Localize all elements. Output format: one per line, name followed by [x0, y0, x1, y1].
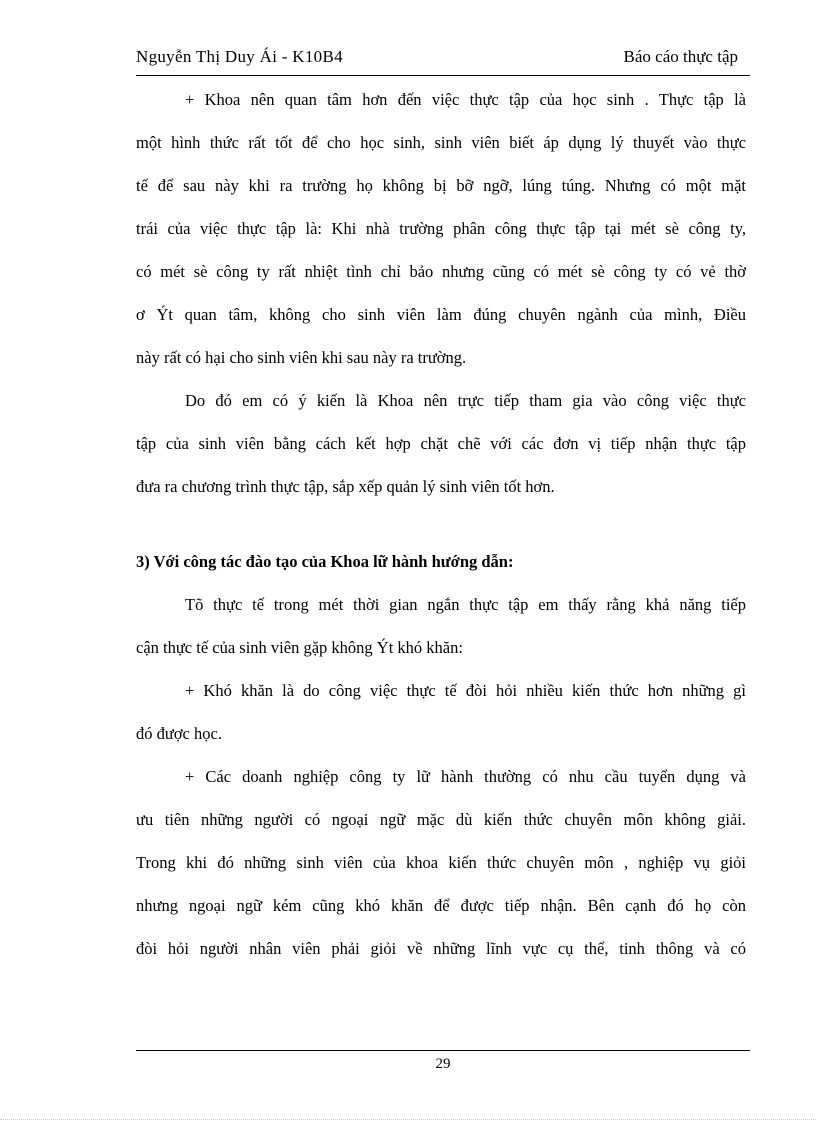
- section-heading: 3) Với công tác đào tạo của Khoa lữ hành hướng dẫn:: [136, 552, 514, 571]
- text-line: một hình thức rất tốt để cho học sinh, sinh viên biết áp dụng lý thuyết vào thực: [136, 133, 746, 152]
- page-number: 29: [435, 1056, 451, 1072]
- paragraph-gap: [136, 515, 746, 547]
- text-line: ơ Ýt quan tâm, không cho sinh viên làm đúng chuyên ngành của mình, Điều: [136, 305, 746, 324]
- text-line: Trong khi đó những sinh viên của khoa kiến thức chuyên môn , nghiệp vụ giỏi: [136, 853, 746, 872]
- text-line: đòi hỏi người nhân viên phải giỏi về những lĩnh vực cụ thể, tinh thông và có: [136, 939, 746, 958]
- text-line: đó được học.: [136, 724, 222, 743]
- body-text: [136, 85, 746, 977]
- text-line: Tõ thực tế trong mét thời gian ngắn thực tập em thấy rằng khả năng tiếp: [185, 595, 746, 614]
- text-line: + Khoa nên quan tâm hơn đến việc thực tập của học sinh . Thực tập là: [185, 90, 746, 109]
- paragraph-difficulty-knowledge: [136, 676, 746, 762]
- text-line: đưa ra chương trình thực tập, sắp xếp quản lý sinh viên tốt hơn.: [136, 477, 555, 496]
- paragraph-recruitment-needs: [136, 762, 746, 977]
- text-line: nhưng ngoại ngữ kém cũng khó khăn để được tiếp nhận. Bên cạnh đó họ còn: [136, 896, 746, 915]
- text-line: + Khó khăn là do công việc thực tế đòi hỏi nhiều kiến thức hơn những gì: [185, 681, 746, 700]
- text-line: tập của sinh viên bằng cách kết hợp chặt chẽ với các đơn vị tiếp nhận thực tập: [136, 434, 746, 453]
- header-title: Báo cáo thực tập: [623, 47, 738, 66]
- page-boundary-divider: [0, 1119, 816, 1120]
- text-line: tế để sau này khi ra trường họ không bị bỡ ngỡ, lúng túng. Nhưng có một mặt: [136, 176, 746, 195]
- paragraph-practical-experience: [136, 590, 746, 676]
- text-line: Do đó em có ý kiến là Khoa nên trực tiếp tham gia vào công việc thực: [185, 391, 746, 410]
- header-author: Nguyễn Thị Duy Ái - K10B4: [136, 47, 343, 66]
- paragraph-recommendation: [136, 386, 746, 515]
- text-line: cận thực tế của sinh viên gặp không Ýt khó khăn:: [136, 638, 463, 657]
- text-line: trái của việc thực tập là: Khi nhà trường phân công thực tập tại mét sè công ty,: [136, 219, 746, 238]
- text-line: + Các doanh nghiệp công ty lữ hành thường có nhu cầu tuyển dụng và: [185, 767, 746, 786]
- page-header: [136, 45, 750, 76]
- text-line: có mét sè công ty rất nhiệt tình chỉ bảo nhưng cũng có mét sè công ty có vẻ thờ: [136, 262, 746, 281]
- footer-divider: [136, 1050, 750, 1051]
- text-line: này rất có hại cho sinh viên khi sau này ra trường.: [136, 348, 467, 367]
- paragraph-internship-attention: [136, 85, 746, 386]
- text-line: ưu tiên những người có ngoại ngữ mặc dù kiến thức chuyên môn không giải.: [136, 810, 746, 829]
